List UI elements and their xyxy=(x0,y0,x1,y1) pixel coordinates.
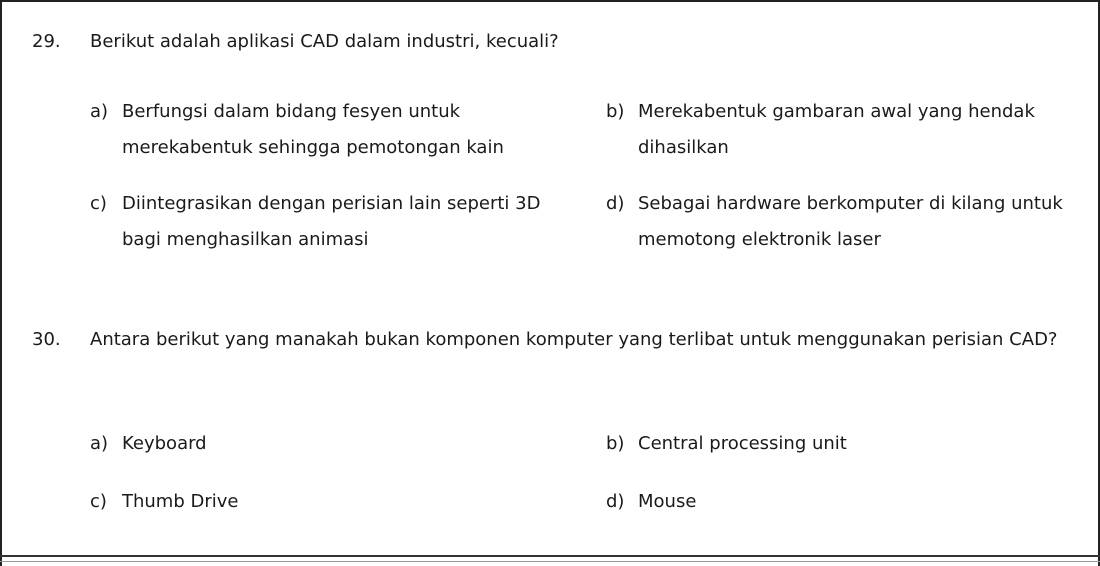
option-text: Central processing unit xyxy=(638,433,847,454)
option-letter: b) xyxy=(606,101,625,122)
question-text: Berikut adalah aplikasi CAD dalam industri, kecuali? xyxy=(90,31,559,52)
option-text: Berfungsi dalam bidang fesyen untuk merekabentuk sehingga pemotongan kain xyxy=(122,101,504,158)
option-text: Mouse xyxy=(638,491,697,512)
bottom-divider xyxy=(0,555,1100,557)
option-text: Diintegrasikan dengan perisian lain seperti 3D bagi menghasilkan animasi xyxy=(122,193,541,250)
option-text: Sebagai hardware berkomputer di kilang untuk memotong elektronik laser xyxy=(638,193,1063,250)
question-number: 29. xyxy=(32,31,61,52)
option-letter: a) xyxy=(90,433,109,454)
option-letter: a) xyxy=(90,101,109,122)
question-text: Antara berikut yang manakah bukan komponen komputer yang terlibat untuk menggunakan perisian CAD? xyxy=(90,329,1058,350)
option-text: Thumb Drive xyxy=(122,491,239,512)
option-letter: b) xyxy=(606,433,625,454)
option-letter: c) xyxy=(90,193,107,214)
option-letter: c) xyxy=(90,491,107,512)
option-letter: d) xyxy=(606,193,625,214)
option-text: Keyboard xyxy=(122,433,207,454)
bottom-divider-thin xyxy=(0,561,1100,562)
option-text: Merekabentuk gambaran awal yang hendak dihasilkan xyxy=(638,101,1035,158)
option-letter: d) xyxy=(606,491,625,512)
question-number: 30. xyxy=(32,329,61,350)
